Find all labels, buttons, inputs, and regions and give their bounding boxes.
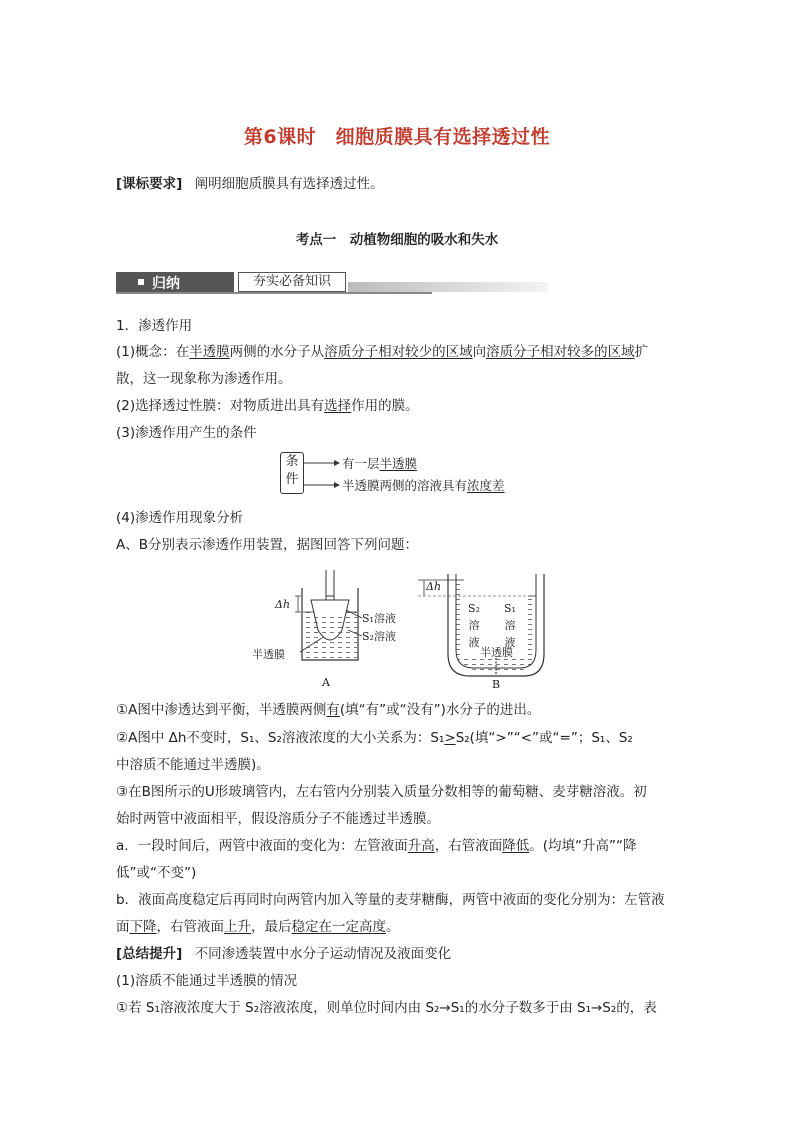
text-seg: 面	[116, 919, 130, 935]
label-char: S₂	[468, 602, 480, 615]
text-seg: ，右管液面	[156, 919, 224, 935]
question-3b-cont	[116, 917, 400, 937]
figure-a	[250, 570, 420, 692]
box-char: 件	[285, 472, 299, 487]
condition-2	[342, 476, 505, 494]
answer-blank: 降低	[502, 838, 530, 854]
text-seg: (1)概念：在	[116, 344, 190, 360]
banner-rule	[116, 292, 432, 294]
label-char: 溶	[504, 619, 516, 632]
requirement-line	[116, 174, 384, 194]
label-char: 液	[468, 636, 480, 649]
answer-blank: 稳定在一定高度	[291, 919, 386, 935]
answer-blank: 上升	[224, 919, 251, 935]
answer-blank: 溶质分子相对较多的区域	[486, 344, 635, 360]
box-char: 条	[285, 454, 299, 469]
banner-square-icon	[138, 279, 144, 285]
answer-blank: 半透膜	[379, 456, 418, 471]
summary-tag: [总结提升]	[116, 946, 183, 962]
question-3-cont: 始时两管中液面相平，假设溶质分子不能透过半透膜。	[116, 811, 440, 827]
question-1	[116, 700, 540, 720]
conditions-diagram	[280, 452, 520, 496]
text-seg: a．一段时间后，两管中液面的变化为：左管液面	[116, 838, 408, 854]
text-seg: 。	[386, 919, 400, 935]
section-heading: 考点一 动植物细胞的吸水和失水	[295, 232, 499, 248]
text-seg: 作用的膜。	[351, 398, 419, 414]
text-seg: 向	[472, 344, 487, 360]
figure-b-s2-label	[468, 600, 480, 651]
section-banner	[116, 270, 432, 294]
summary-heading	[116, 944, 451, 964]
text-seg: ②A图中 Δh不变时，S₁、S₂溶液浓度的大小关系为：S₁	[116, 730, 445, 746]
banner-subtitle: 夯实必备知识	[238, 272, 346, 292]
para-concept-cont: 散，这一现象称为渗透作用。	[116, 371, 292, 387]
summary-point-1a: ①若 S₁溶液浓度大于 S₂溶液浓度，则单位时间内由 S₂→S₁的水分子数多于由 S₁→S₂的，表	[116, 1000, 657, 1016]
summary-text: 不同渗透装置中水分子运动情况及液面变化	[194, 946, 452, 962]
figure-b-dh: Δh	[426, 580, 442, 593]
para-intro-figures: A、B分别表示渗透作用装置，据图回答下列问题：	[116, 537, 418, 553]
answer-blank: 选择	[324, 398, 352, 414]
answer-blank: 有	[326, 702, 340, 718]
text-seg: ，最后	[251, 919, 292, 935]
figure-a-caption: A	[322, 676, 330, 689]
question-2-cont: 中溶质不能通过半透膜)。	[116, 757, 270, 773]
text-seg: ，右管液面	[434, 838, 503, 854]
para-osmosis-heading: 1．渗透作用	[116, 318, 193, 334]
figure-a-s2-label: S₂溶液	[362, 630, 396, 643]
figure-b-caption: B	[492, 678, 501, 691]
question-2	[116, 728, 633, 748]
text-seg: (2)选择透过性膜：对物质进出具有	[116, 398, 325, 414]
figure-a-membrane-label: 半透膜	[252, 648, 285, 661]
answer-blank: 溶质分子相对较少的区域	[324, 344, 473, 360]
answer-blank: 升高	[407, 838, 435, 854]
para-selective-membrane	[116, 396, 419, 416]
figure-b	[416, 572, 546, 694]
summary-point-1: (1)溶质不能通过半透膜的情况	[116, 973, 298, 989]
banner-gradient	[348, 282, 548, 292]
banner-label: 归纳	[152, 276, 180, 292]
question-3b: b．液面高度稳定后再同时向两管内加入等量的麦芽糖酶，两管中液面的变化分别为：左管液	[116, 892, 665, 908]
requirement-text: 阐明细胞质膜具有选择透过性。	[194, 176, 384, 192]
text-seg: 半透膜两侧的溶液具有	[342, 478, 468, 493]
text-seg: (填“有”或“没有”)水分子的进出。	[339, 702, 541, 718]
banner-label-box	[116, 272, 234, 292]
requirement-tag: [课标要求]	[116, 176, 183, 192]
text-seg: 有一层	[342, 456, 380, 471]
figure-a-dh: Δh	[275, 598, 291, 611]
text-seg: 扩	[634, 344, 649, 360]
text-seg: S₂(填“>”“<”或“=”；S₁、S₂	[455, 730, 633, 746]
condition-1	[342, 454, 417, 472]
answer-blank: 半透膜	[189, 344, 230, 360]
label-char: 溶	[468, 619, 480, 632]
text-seg: 两侧的水分子从	[229, 344, 325, 360]
conditions-arrows	[304, 452, 340, 496]
answer-blank: >	[444, 730, 456, 746]
text-seg: ①A图中渗透达到平衡，半透膜两侧	[116, 702, 327, 718]
para-concept	[116, 342, 648, 362]
question-3a-cont: 低”或“不变”)	[116, 865, 197, 881]
figure-a-s1-label: S₁溶液	[362, 612, 396, 625]
para-conditions: (3)渗透作用产生的条件	[116, 425, 257, 441]
question-3a	[116, 836, 637, 856]
para-phenomenon: (4)渗透作用现象分析	[116, 510, 244, 526]
answer-blank: 浓度差	[467, 478, 505, 493]
question-3: ③在B图所示的U形玻璃管内，左右管内分别装入质量分数相等的葡萄糖、麦芽糖溶液。初	[116, 784, 647, 800]
page-title: 第6课时 细胞质膜具有选择透过性	[243, 126, 551, 148]
conditions-box	[280, 452, 304, 494]
label-char: 液	[504, 636, 516, 649]
figure-b-membrane-label: 半透膜	[480, 646, 513, 659]
answer-blank: 下降	[129, 919, 157, 935]
label-char: S₁	[504, 602, 516, 615]
text-seg: 。(均填“升高”“降	[529, 838, 637, 854]
